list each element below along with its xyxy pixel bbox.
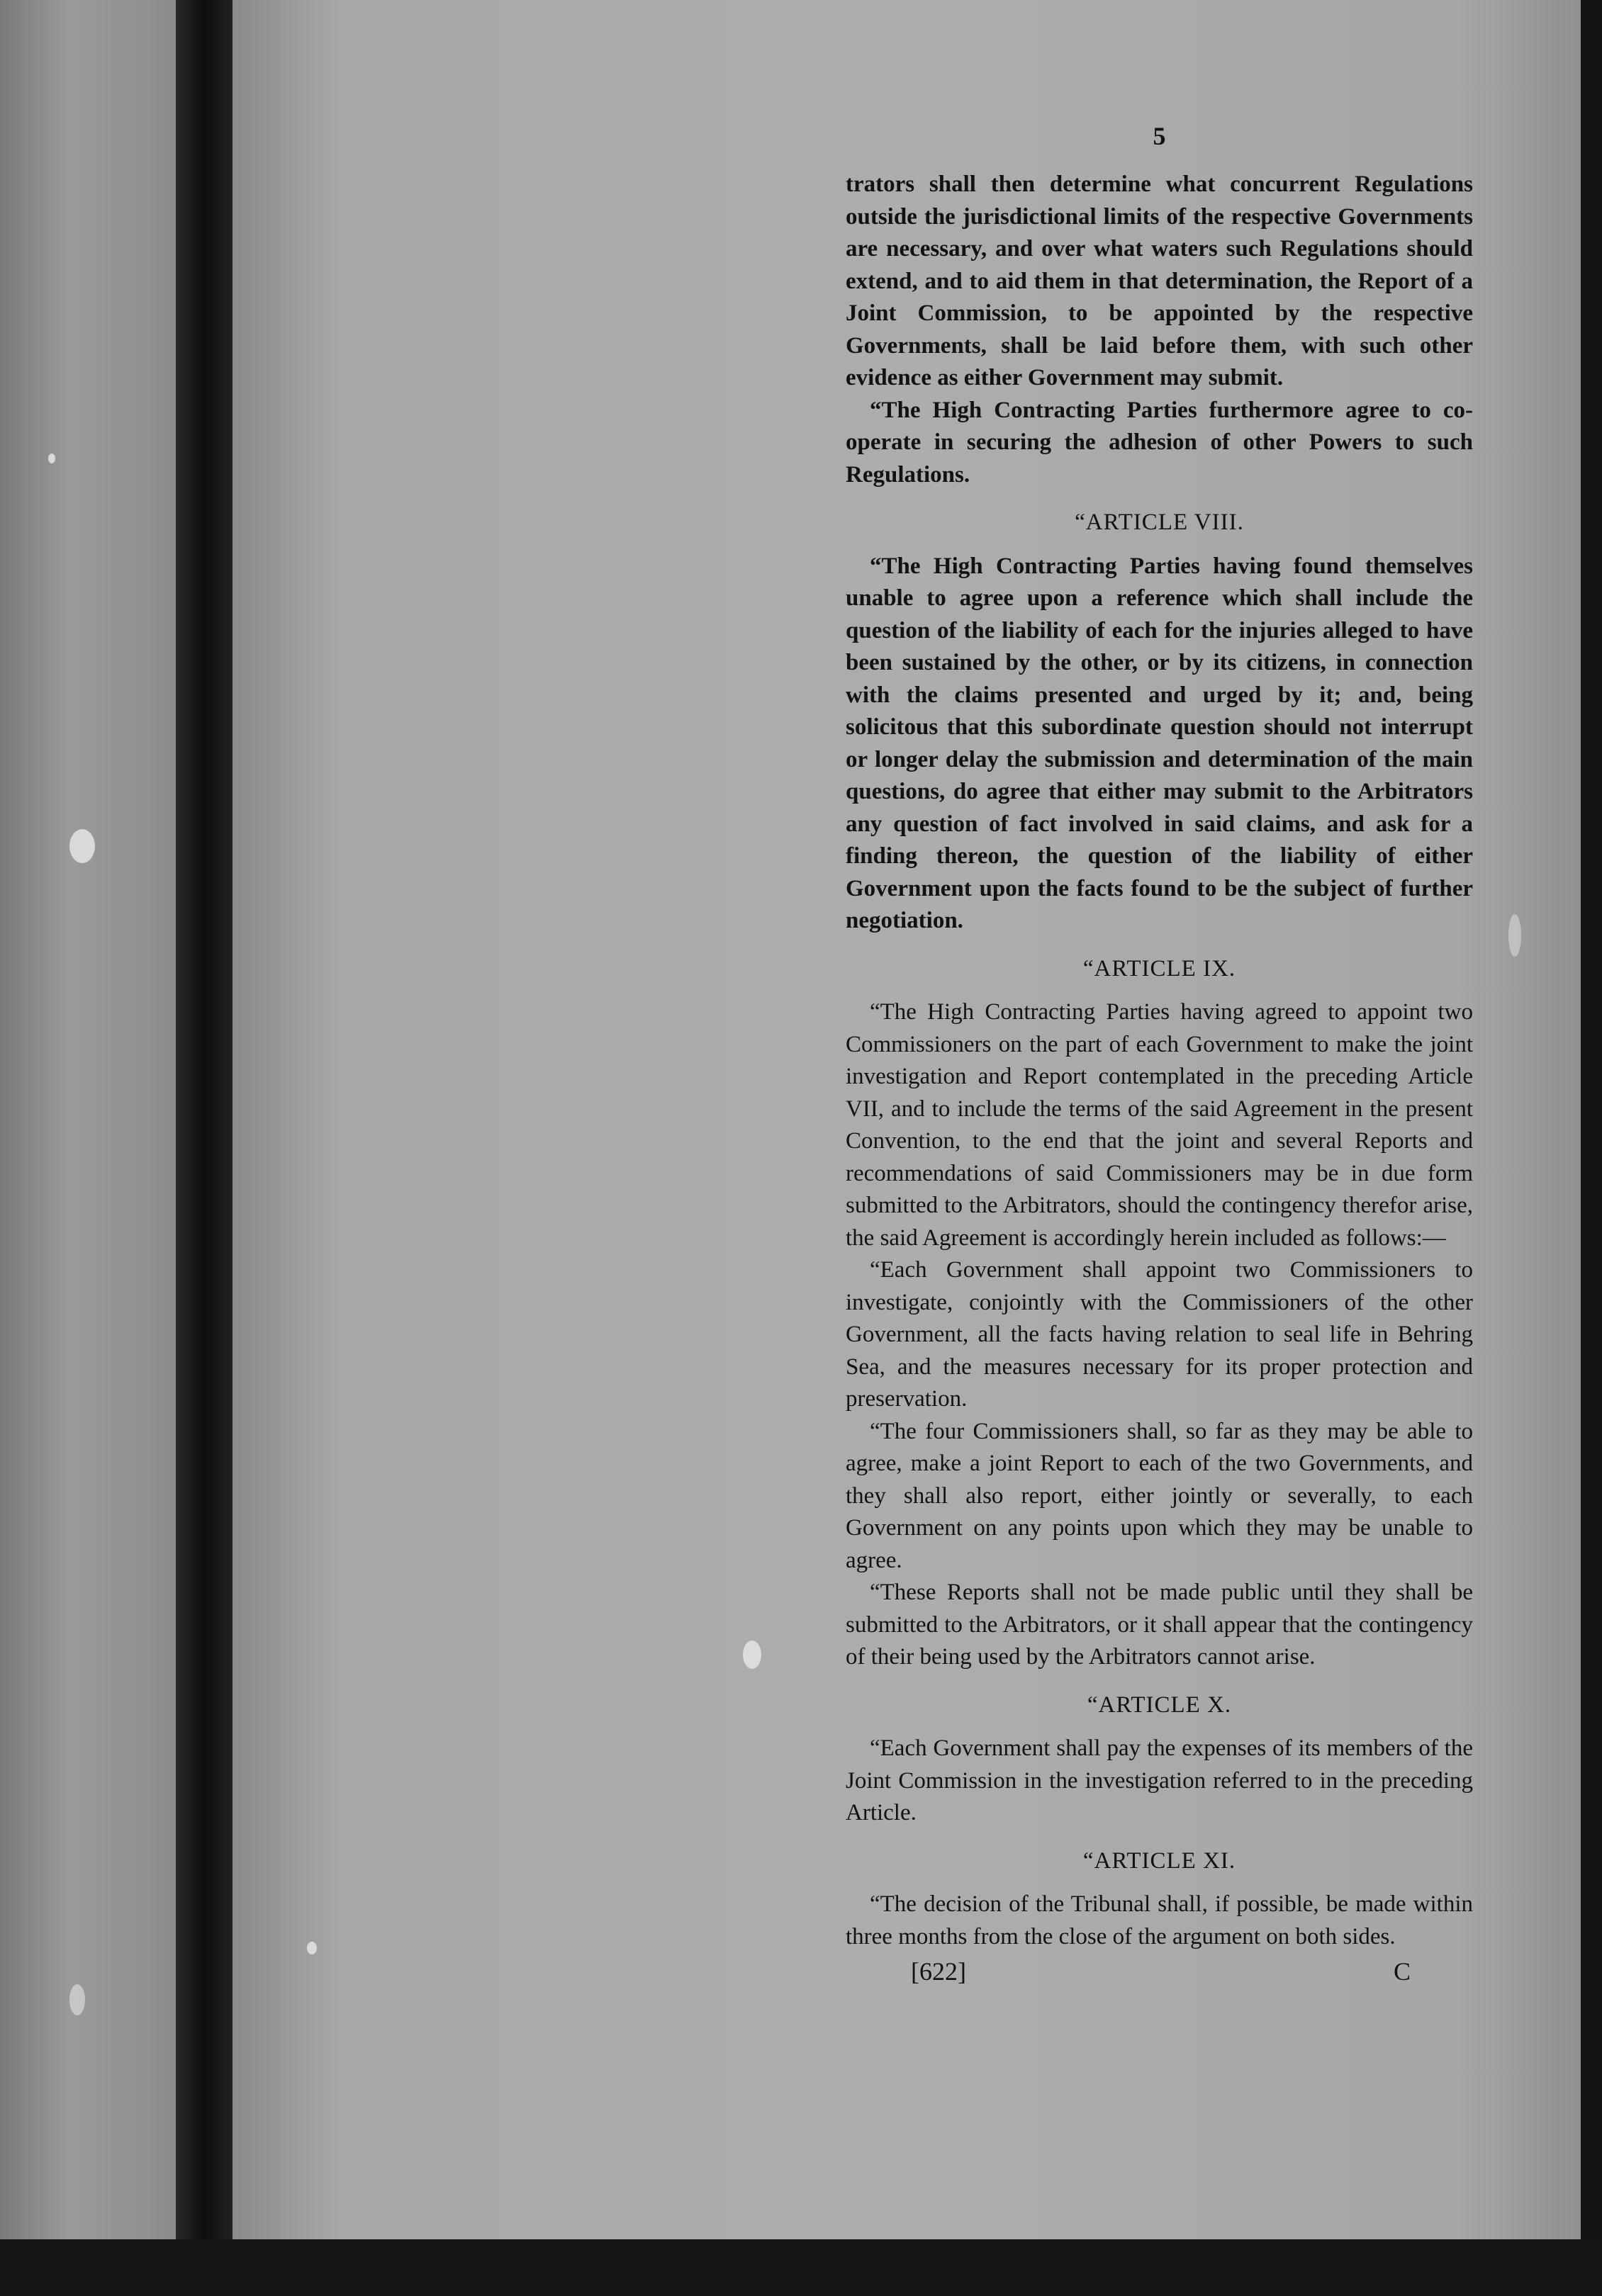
page-number: 5 — [1153, 122, 1166, 150]
article-x-heading: “ARTICLE X. — [1087, 1692, 1232, 1718]
article-xi-heading: “ARTICLE XI. — [1082, 1847, 1236, 1874]
scan-speck — [1508, 914, 1521, 957]
scan-speck — [69, 829, 95, 863]
scan-speck — [307, 1942, 317, 1954]
scan-speck — [743, 1641, 761, 1669]
article-ix-paragraph: “Each Government shall appoint two Commissioners to investigate, conjointly with the Commissioners of the other Government, all the facts having relation to seal life in Behring Sea, and the measures necessary for its proper protection and preservation. — [846, 1257, 1473, 1412]
left-page-blank — [0, 0, 176, 2239]
book-gutter — [176, 0, 233, 2239]
article-xi-text: “The decision of the Tribunal shall, if possible, be made within three months from the close of the argument on both sides. — [846, 1891, 1473, 1949]
paragraph-adhesion: “The High Contracting Parties furthermore agree to co-operate in securing the adhesion of other Powers to such Regulations. — [846, 397, 1473, 488]
sheet-letter: C — [1393, 1957, 1411, 1986]
article-x-text: “Each Government shall pay the expenses of its members of the Joint Commission in the investigation referred to in the preceding Article. — [846, 1735, 1473, 1825]
scan-speck — [48, 454, 55, 463]
article-viii-text: “The High Contracting Parties having found themselves unable to agree upon a reference which shall include the question of the liability of each for the injuries alleged to have been sustained by the other, or by its citizens, in connection with the claims presented and urged by it; and, being solicitous that this subordinate question should not interrupt or longer delay the submission and determination of the main questions, do agree that either may submit to the Arbitrators any question of fact involved in said claims, and ask for a finding thereon, the question of the liability of either Government upon the facts found to be the subject of further negotiation. — [846, 553, 1473, 933]
text-column — [846, 120, 1473, 1991]
bottom-scan-border — [0, 2239, 1602, 2296]
page-footer — [846, 1956, 1473, 1991]
page-edge-shadow — [1581, 0, 1602, 2296]
signature-mark: [622] — [911, 1957, 966, 1986]
paragraph-continued: trators shall then determine what concurrent Regulations outside the jurisdictional limits of the respective Governments are necessary, and over what waters such Regulations should extend, and to aid them in that determination, the Report of a Joint Commission, to be appointed by the respective Governments, shall be laid before them, with such other evidence as either Government may submit. — [846, 171, 1473, 390]
scan-speck — [69, 1984, 85, 2015]
article-ix-heading: “ARTICLE IX. — [1082, 955, 1236, 981]
article-ix-paragraph: “The four Commissioners shall, so far as they may be able to agree, make a joint Report to each of the two Governments, and they shall also report, either jointly or severally, to each Government on any points upon which they may be unable to agree. — [846, 1418, 1473, 1573]
article-ix-paragraph: “These Reports shall not be made public until they shall be submitted to the Arbitrators, or it shall appear that the contingency of their being used by the Arbitrators cannot arise. — [846, 1580, 1473, 1670]
article-ix-paragraph: “The High Contracting Parties having agreed to appoint two Commissioners on the part of each Government to make the joint investigation and Report contemplated in the preceding Article VII, and to include the terms of the said Agreement in the present Convention, to the end that the joint and several Reports and recommendations of said Commissioners may be in due form submitted to the Arbitrators, should the contingency therefor arise, the said Agreement is accordingly herein included as follows:— — [846, 999, 1473, 1251]
article-viii-heading: “ARTICLE VIII. — [1075, 510, 1244, 535]
